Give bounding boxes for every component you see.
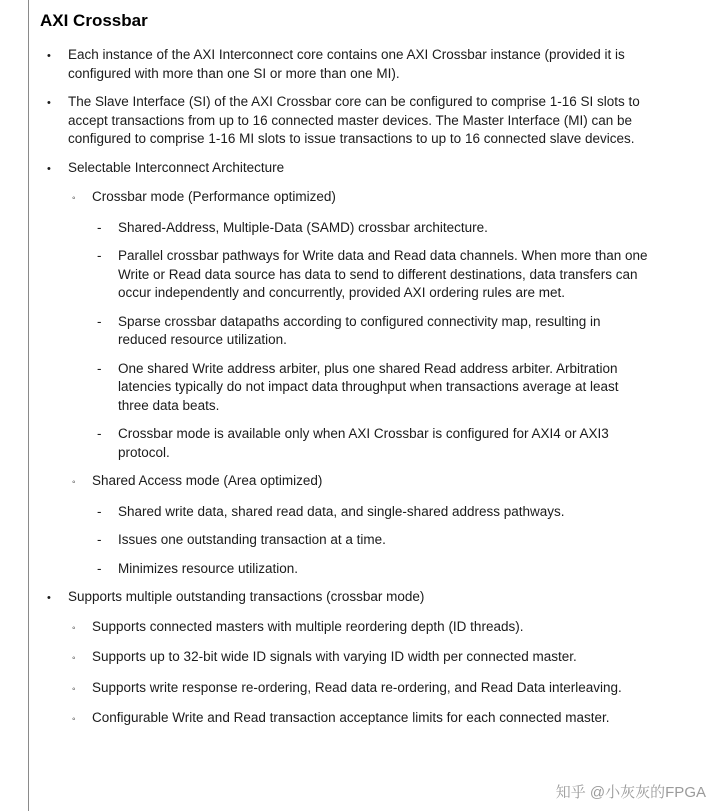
list-item-text: Parallel crossbar pathways for Write data and Read data channels. When more than one Write or Read data source has data to send to different destinations, data transfers can occur independently and concurrently, provided AXI ordering rules are met. [118, 248, 648, 300]
circle-bullet-icon: ◦ [72, 683, 76, 695]
list-item-text: Each instance of the AXI Interconnect core contains one AXI Crossbar instance (provided it is configured with more than one SI or more than one MI). [68, 47, 625, 81]
bullet-icon: • [47, 97, 51, 109]
dash-bullet-icon: - [97, 313, 102, 329]
list-item [40, 188, 648, 209]
list-item [40, 360, 648, 416]
dash-bullet-icon: - [97, 532, 102, 547]
bullet-list [40, 46, 648, 730]
dash-bullet-icon: - [97, 503, 102, 519]
list-item-text: Crossbar mode is available only when AXI Crossbar is configured for AXI4 or AXI3 protocol. [118, 426, 609, 460]
circle-bullet-icon: ◦ [72, 622, 76, 634]
list-item [40, 425, 648, 462]
circle-bullet-icon: ◦ [72, 714, 76, 725]
list-item [40, 531, 648, 550]
list-item [40, 472, 648, 493]
left-border-line [28, 0, 29, 811]
dash-bullet-icon: - [97, 426, 102, 441]
dash-bullet-icon: - [97, 248, 102, 263]
dash-bullet-icon: - [97, 219, 102, 235]
list-item [40, 313, 648, 350]
bullet-icon: • [47, 592, 51, 604]
list-item [40, 219, 648, 238]
list-item-text: One shared Write address arbiter, plus one shared Read address arbiter. Arbitration latencies typically do not impact data throughput when transactions average at least three data beats. [118, 360, 619, 413]
list-item [40, 503, 648, 522]
dash-bullet-icon: - [97, 360, 102, 376]
list-item [40, 588, 648, 608]
list-item [40, 679, 648, 700]
list-item-text: Shared write data, shared read data, and single-shared address pathways. [118, 503, 565, 519]
list-item-text: Shared-Address, Multiple-Data (SAMD) crossbar architecture. [118, 219, 488, 235]
list-item [40, 159, 648, 179]
list-item-text: Minimizes resource utilization. [118, 560, 299, 576]
dash-bullet-icon: - [97, 560, 102, 576]
list-item [40, 46, 648, 83]
list-item-text: Supports multiple outstanding transactions (crossbar mode) [68, 589, 425, 604]
bullet-icon: • [47, 50, 51, 62]
circle-bullet-icon: ◦ [72, 193, 76, 204]
circle-bullet-icon: ◦ [72, 653, 76, 664]
list-item-text: The Slave Interface (SI) of the AXI Crossbar core can be configured to comprise 1-16 SI slots to accept transactions from up to 16 connected master devices. The Master Interface (MI) can be configured to comprise 1-16 MI slots to issue transactions to up to 16 connected slave devices. [68, 94, 640, 146]
list-item-text: Sparse crossbar datapaths according to configured connectivity map, resulting in reduced resource utilization. [118, 313, 601, 347]
list-item [40, 618, 648, 639]
list-item-text: Supports connected masters with multiple reordering depth (ID threads). [92, 618, 524, 634]
circle-bullet-icon: ◦ [72, 477, 76, 488]
list-item-text: Issues one outstanding transaction at a time. [118, 532, 386, 547]
list-item [40, 709, 648, 730]
list-item-text: Selectable Interconnect Architecture [68, 159, 285, 175]
bullet-icon: • [47, 162, 51, 175]
list-item-text: Shared Access mode (Area optimized) [92, 473, 323, 488]
list-item-text: Crossbar mode (Performance optimized) [92, 189, 336, 204]
list-item-text: Configurable Write and Read transaction acceptance limits for each connected master. [92, 710, 610, 725]
list-item-text: Supports write response re-ordering, Read data re-ordering, and Read Data interleaving. [92, 679, 622, 695]
watermark: 知乎 @小灰灰的FPGA [555, 784, 706, 801]
list-item [40, 93, 648, 149]
list-item [40, 648, 648, 669]
list-item [40, 247, 648, 303]
page-title: AXI Crossbar [40, 11, 148, 30]
list-item [40, 560, 648, 579]
list-item-text: Supports up to 32-bit wide ID signals with varying ID width per connected master. [92, 649, 577, 664]
